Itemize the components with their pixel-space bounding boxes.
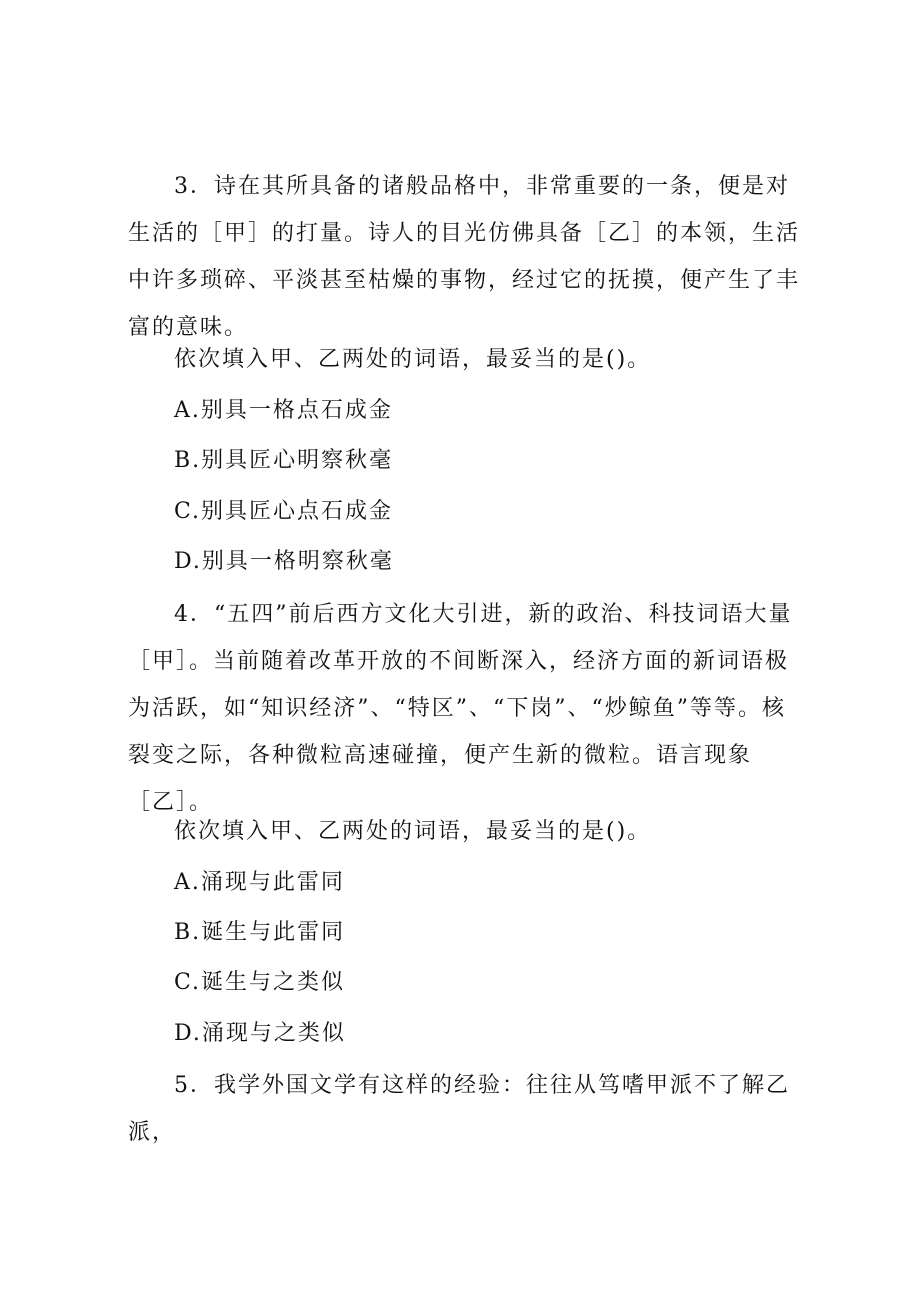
question-4-option-d: D.涌现与之类似: [174, 1021, 346, 1046]
question-4-option-a: A.涌现与此雷同: [174, 870, 345, 895]
question-3-option-a: A.别具一格点石成金: [174, 398, 393, 423]
question-3-option-d: D.别具一格明察秋毫: [174, 549, 394, 574]
question-4-option-b: B.诞生与此雷同: [174, 920, 346, 945]
question-3-prompt: 依次填入甲、乙两处的词语，最妥当的是()。: [174, 347, 652, 372]
question-4-prompt: 依次填入甲、乙两处的词语，最妥当的是()。: [174, 819, 652, 844]
question-4-stem: 4．“五四”前后西方文化大引进，新的政治、科技词语大量［甲］。当前随着改革开放的不间断深入，经济方面的新词语极为活跃，如“知识经济”、“特区”、“下岗”、“炒鲸鱼”等等。核裂变之际，各种微粒高速碰撞，便产生新的微粒。语言现象［乙］。: [128, 602, 793, 815]
question-3-stem: 3．诗在其所具备的诸般品格中，非常重要的一条，便是对生活的［甲］的打量。诗人的目光仿佛具备［乙］的本领，生活中许多琐碎、平淡甚至枯燥的事物，经过它的抚摸，便产生了丰富的意味。: [128, 174, 801, 340]
question-3-option-c: C.别具匠心点石成金: [174, 499, 394, 524]
question-3-option-b: B.别具匠心明察秋毫: [174, 448, 394, 473]
question-4-option-c: C.诞生与之类似: [174, 970, 346, 995]
question-5-stem: 5．我学外国文学有这样的经验：往往从笃嗜甲派不了解乙派，: [128, 1073, 790, 1145]
